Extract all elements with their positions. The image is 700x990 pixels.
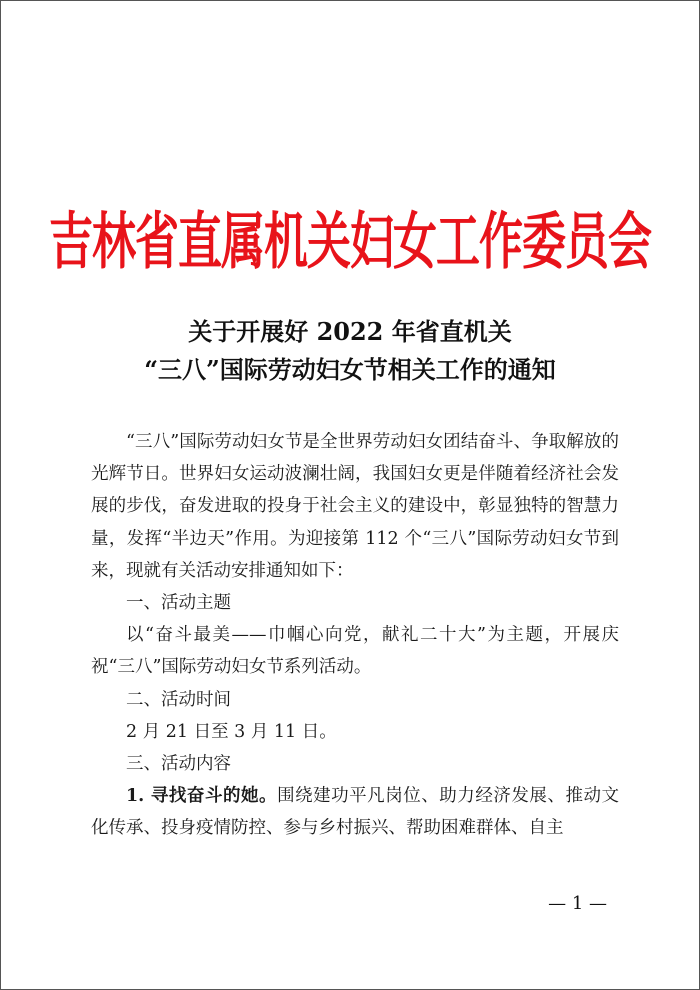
time-paragraph: 2 月 21 日至 3 月 11 日。 [126,721,337,742]
theme-paragraph: 以“奋斗最美——巾帼心向党，献礼二十大”为主题，开展庆祝“三八”国际劳动妇女节系列活动。 [91,625,619,678]
notice-title-line-1: 关于开展好 2022 年省直机关 [188,317,512,346]
content-item-1-title: 1. 寻找奋斗的她。 [126,786,278,807]
section-heading-theme: 一、活动主题 [126,593,231,614]
organization-header: 吉林省直属机关妇女工作委员会 [49,206,651,278]
section-heading-content: 三、活动内容 [126,754,231,775]
content-item-1-text: 围绕建功平凡岗位、助力经济发展、推动文化传承、投身疫情防控、参与乡村振兴、帮助困难群体、自主 [91,786,619,839]
content-item-1 [91,780,619,844]
page-number: — 1 — [548,893,607,914]
section-heading-time: 二、活动时间 [126,689,231,710]
notice-body [91,426,619,845]
notice-title [1,313,699,389]
notice-title-line-2: “三八”国际劳动妇女节相关工作的通知 [144,355,556,384]
intro-paragraph: “三八”国际劳动妇女节是全世界劳动妇女团结奋斗、争取解放的光辉节日。世界妇女运动波澜壮阔，我国妇女更是伴随着经济社会发展的步伐，奋发进取的投身于社会主义的建设中，彰显独特的智慧力量，发挥“半边天”作用。为迎接第 112 个“三八”国际劳动妇女节到来，现就有关活动安排通知如下： [91,432,619,581]
